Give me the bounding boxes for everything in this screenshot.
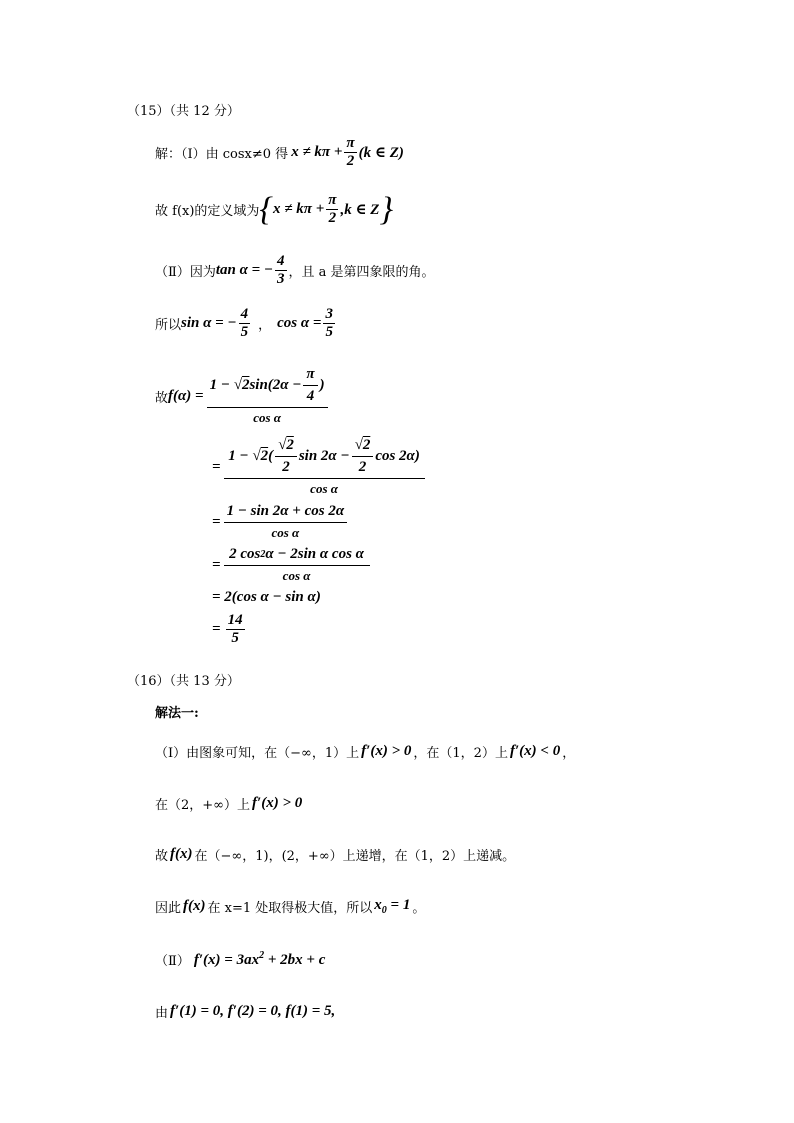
q16-part1-line3: 故 f(x) 在（−∞，1)，(2，+∞）上递增，在（1，2）上递减。 [155, 846, 516, 864]
q16-part2-line: （Ⅱ） $f'(x) = 3ax^2 + 2bx + c$ [155, 950, 326, 969]
q16-part1-line1: （Ⅰ）由图象可知，在（−∞，1）上 f′(x) > 0 ，在（1，2）上 f′(x) < 0 ， [155, 743, 576, 761]
q15-step2: = $\frac{1 - \sin 2\alpha + \cos 2\alpha}{\text{cos α}}$ [212, 503, 347, 541]
q15-domain-condition: x ≠ kπ + $\frac{\pi}{2}$ (k ∈ Z) [291, 135, 404, 169]
q15-tan-value: tan α = − $\frac{4}{3}$ [215, 253, 285, 287]
q15-step1: = 1 − √ 2 ( √ 2 2 sin 2α − √ 2 2 cos 2α) cos α [212, 437, 425, 497]
q16-header: （16）（共 13 分） [127, 674, 240, 689]
q15-cos-value: cos α = $\frac{3}{5}$ [277, 306, 333, 340]
q15-f-alpha-line: 故 f(α) = 1 − √ 2 sin(2α − $\frac{\pi}{4}$ ) cos α [155, 366, 328, 426]
q15-step4: = 2(cos α − sin α) [212, 589, 321, 605]
q15-domain-set: { x ≠ kπ + $\frac{\pi}{2}$ ,k ∈ Z } [259, 190, 394, 228]
q15-step3: = 2 cos 2 α − 2sin α cos α cos α [212, 546, 370, 584]
q16-method-title: 解法一: [155, 706, 199, 721]
q15-sin-cos-line: 所以 sin α = − $\frac{4}{5}$ ， cos α = $\frac{3}{5}$ [155, 306, 337, 341]
q15-part1-line: 解：（Ⅰ）由 cosx≠0 得 x ≠ kπ + $\frac{\pi}{2}$ (k ∈ Z) [155, 135, 404, 169]
q16-derivative: $f'(x) = 3ax^2 + 2bx + c$ [193, 950, 326, 968]
q16-x0-equals-1: $x_0 = 1$ [374, 897, 411, 916]
q15-domain-line: 故 f(x)的定义域为 { x ≠ kπ + $\frac{\pi}{2}$ ,k ∈ Z } [155, 190, 394, 228]
q15-step5: = $\frac{14}{5}$ [212, 612, 243, 646]
q15-sin-value: sin α = − $\frac{4}{5}$ [181, 306, 249, 340]
q16-conditions-line: 由 f′(1) = 0, f′(2) = 0, f(1) = 5, [155, 1003, 336, 1021]
q16-part1-line2: 在（2，+∞）上 f′(x) > 0 [155, 795, 303, 813]
q15-header: （15）（共 12 分） [127, 104, 240, 119]
q16-part1-line4: 因此 f(x) 在 x=1 处取得极大值，所以 $x_0 = 1$ 。 [155, 897, 426, 916]
q15-part2-line: （Ⅱ）因为 tan α = − $\frac{4}{3}$ ，且 a 是第四象限的角。 [155, 253, 435, 287]
q15-f-alpha-fraction: 1 − √ 2 sin(2α − $\frac{\pi}{4}$ ) cos α [207, 366, 328, 426]
